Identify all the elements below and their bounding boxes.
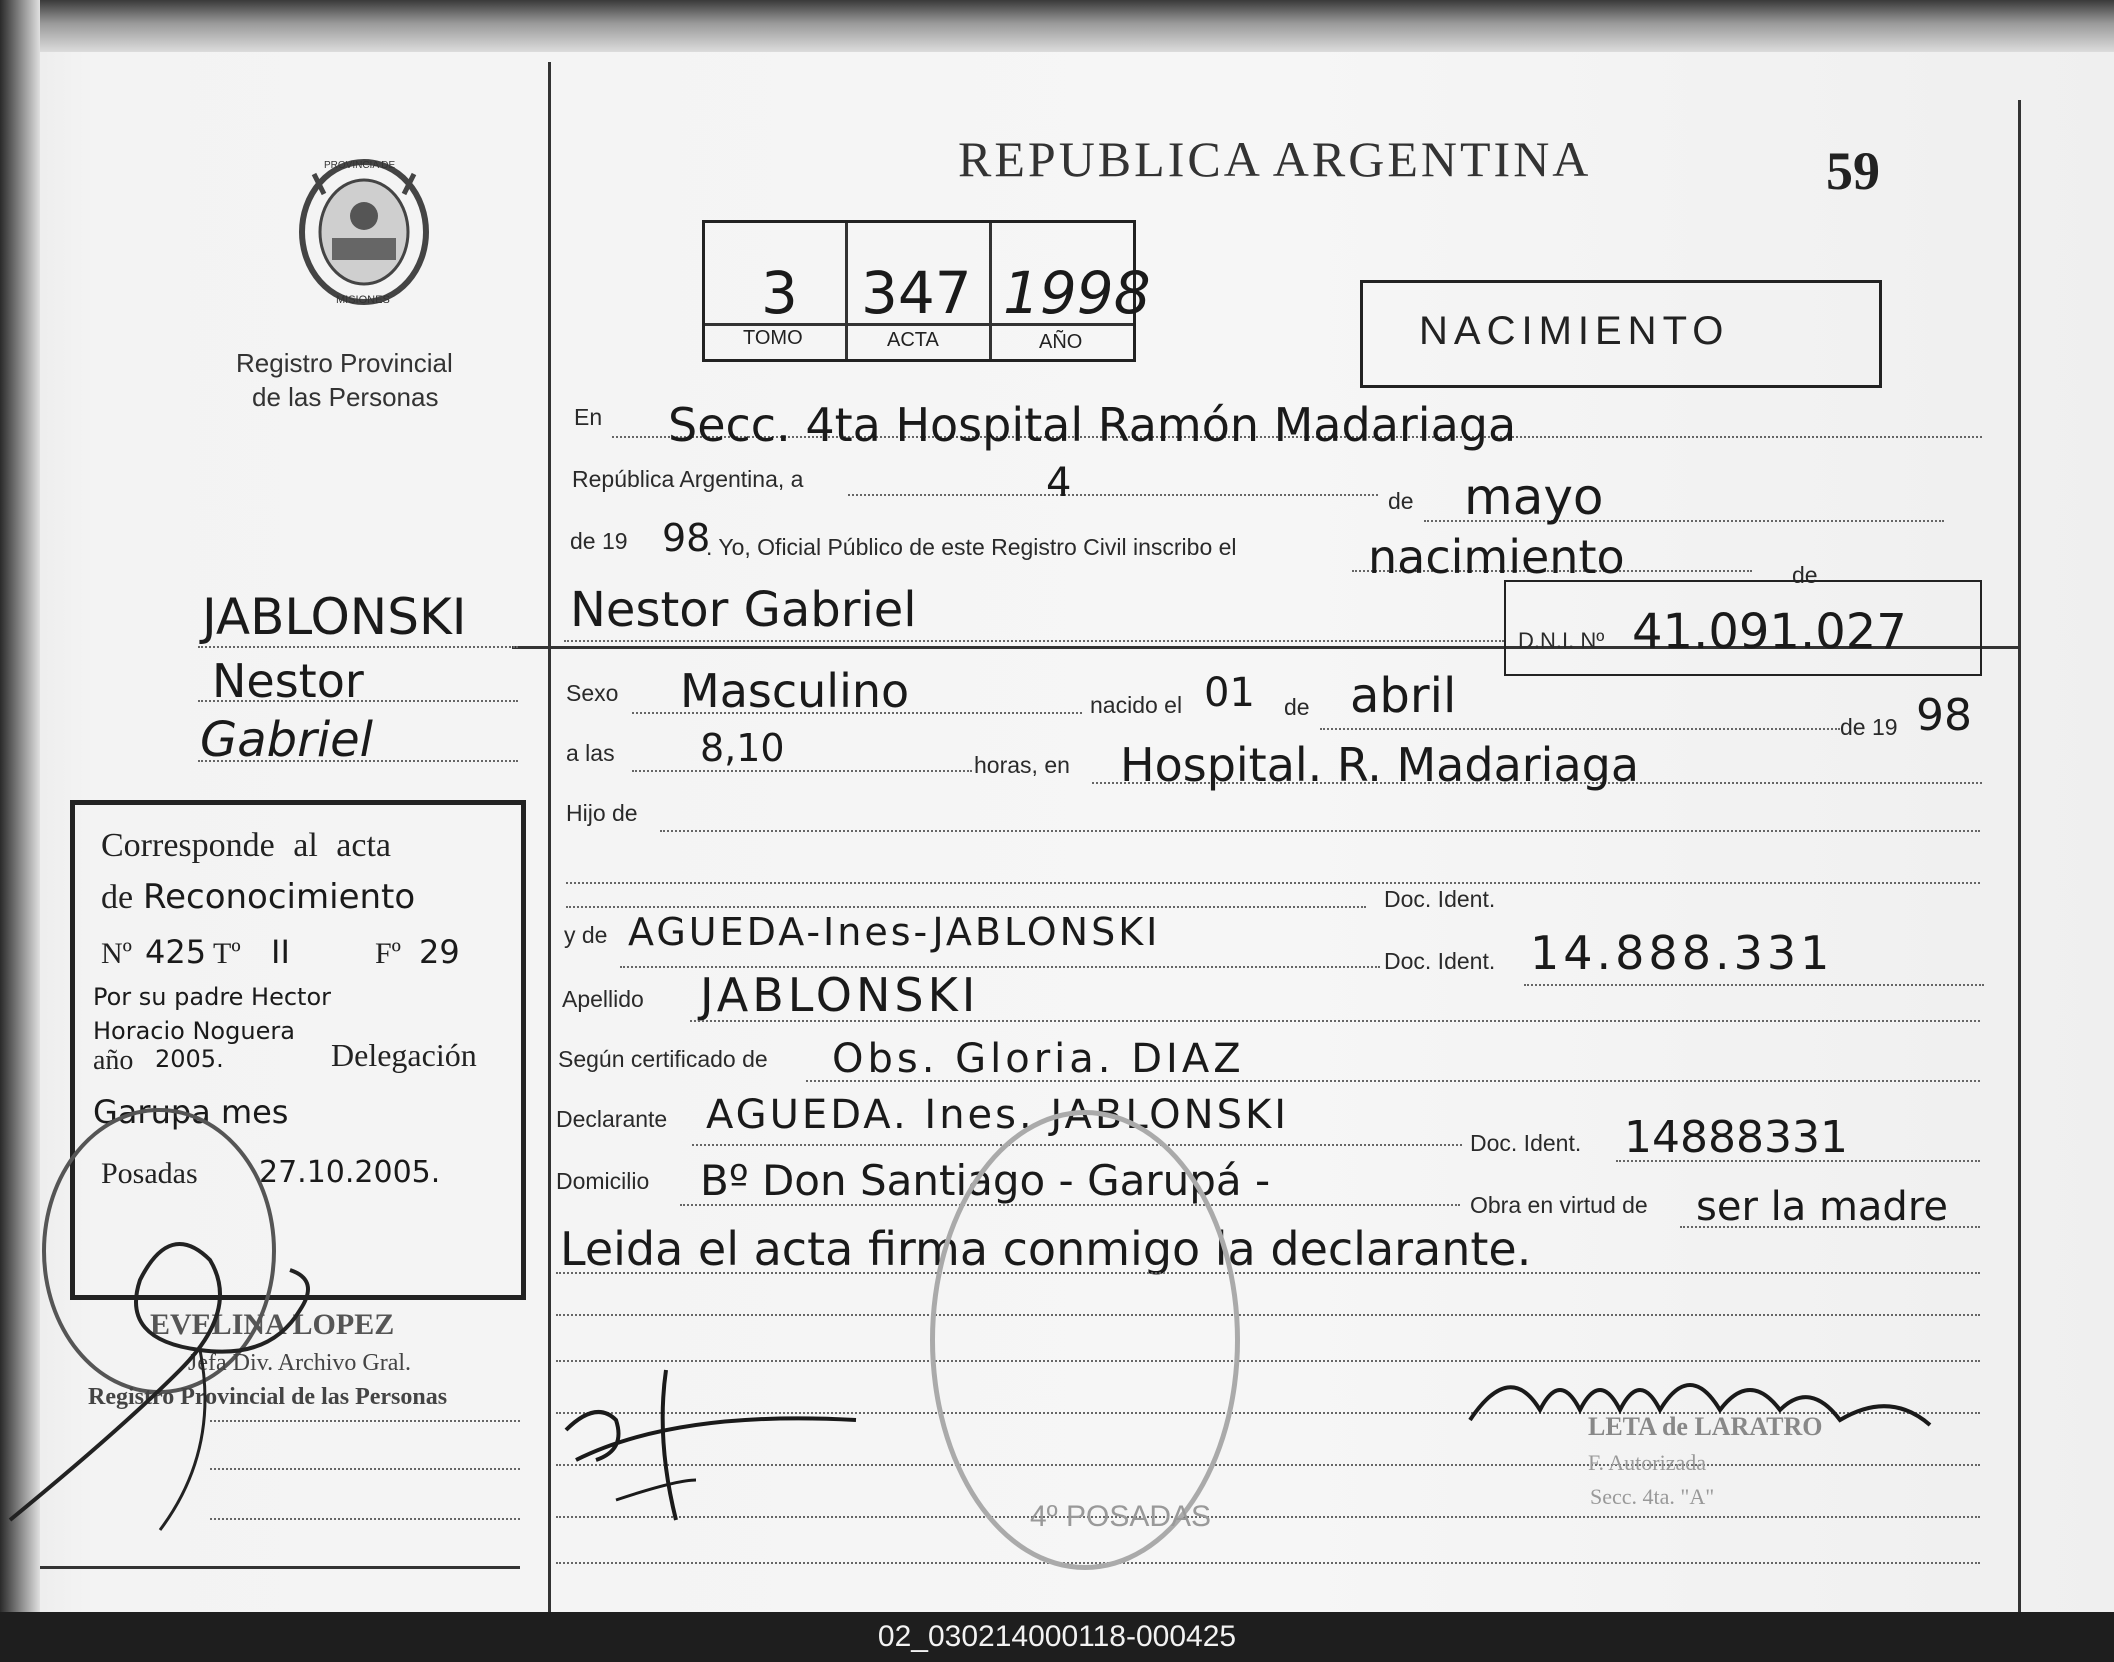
nacido-year: 98 <box>1916 690 1972 741</box>
declarante-doc-label: Doc. Ident. <box>1470 1130 1582 1156</box>
annotation-line-4: Por su padre Hector <box>93 983 332 1011</box>
inscribo-value: nacimiento <box>1368 530 1625 584</box>
declarante-value: AGUEDA. Ines. JABLONSKI <box>706 1092 1290 1138</box>
record-number-table <box>702 220 1151 362</box>
annotation-delegacion: Delegación <box>331 1037 477 1073</box>
page-number: 59 <box>1826 141 1880 201</box>
annotation-line-5: Horacio Noguera <box>93 1017 295 1045</box>
segun-label: Según certificado de <box>558 1046 768 1072</box>
margin-name-2: Gabriel <box>200 712 374 768</box>
annotation-de: de <box>101 879 134 916</box>
dni-value: 41.091.027 <box>1632 604 1907 660</box>
margin-name-1: Nestor <box>212 654 364 708</box>
madre-doc: 14.888.331 <box>1530 926 1834 980</box>
center-stamp-text: 4º POSADAS <box>1030 1500 1212 1533</box>
column-divider <box>548 62 551 1612</box>
madre-doc-label: Doc. Ident. <box>1384 948 1496 974</box>
yde-label: y de <box>564 922 608 948</box>
month-de-label: de <box>1388 488 1414 514</box>
annotation-posadas: Posadas <box>101 1157 198 1190</box>
annotation-fo-label: Fº <box>375 937 401 970</box>
year-value: 98 <box>662 516 711 560</box>
tomo-value: 3 <box>761 259 798 327</box>
file-id-footer: 02_030214000118-000425 <box>0 1612 2114 1662</box>
annotation-no-label: Nº <box>101 937 132 970</box>
official-section: Secc. 4ta. "A" <box>1590 1484 1715 1509</box>
margin-signature <box>0 1200 400 1540</box>
nacido-year-label: de 19 <box>1840 714 1898 740</box>
observaciones-value: Leida el acta firma conmigo la declarante. <box>560 1222 1532 1276</box>
hijo-doc-label: Doc. Ident. <box>1384 886 1496 912</box>
apellido-label: Apellido <box>562 986 644 1012</box>
ano-value: 1998 <box>1003 259 1151 327</box>
annotation-to-label: Tº <box>213 937 241 970</box>
ano-label: AÑO <box>1039 331 1083 353</box>
segun-value: Obs. Gloria. DIAZ <box>832 1036 1245 1082</box>
annotation-line-1: Corresponde al acta <box>101 827 391 864</box>
seal-bottom-text: MISIONES <box>336 294 390 306</box>
domicilio-label: Domicilio <box>556 1168 650 1194</box>
annotation-acta-type: Reconocimiento <box>143 877 416 917</box>
official-signature <box>1450 1350 1950 1460</box>
declarant-signature <box>556 1360 876 1530</box>
child-name-value: Nestor Gabriel <box>570 582 917 638</box>
country-title: REPUBLICA ARGENTINA <box>958 131 1592 187</box>
obra-label: Obra en virtud de <box>1470 1192 1648 1218</box>
official-role: F. Autorizada <box>1588 1450 1706 1475</box>
record-type-label: NACIMIENTO <box>1419 309 1730 353</box>
lugar-value: Hospital. R. Madariaga <box>1120 738 1640 792</box>
seal-top-text: PROVINCIA DE <box>324 160 396 171</box>
annotation-ano: año <box>93 1045 134 1076</box>
hora-value: 8,10 <box>700 726 785 770</box>
right-border <box>2018 100 2021 1612</box>
acta-label: ACTA <box>887 329 939 351</box>
dni-box <box>1504 580 1982 676</box>
alas-label: a las <box>566 740 615 766</box>
hijo-label: Hijo de <box>566 800 638 826</box>
inscribo-de-label: de <box>1792 562 1818 588</box>
en-value: Secc. 4ta Hospital Ramón Madariaga <box>668 398 1517 452</box>
nacido-de-label: de <box>1284 694 1310 720</box>
obra-value: ser la madre <box>1696 1184 1948 1230</box>
nacido-label: nacido el <box>1090 692 1183 718</box>
page-edge-top <box>0 0 2114 52</box>
domicilio-value: Bº Don Santiago - Garupá - <box>700 1156 1271 1205</box>
yo-oficial-text: . Yo, Oficial Público de este Registro Civil inscribo el <box>706 534 1237 560</box>
horas-label: horas, en <box>974 752 1070 778</box>
apellido-value: JABLONSKI <box>700 968 980 1022</box>
annotation-year: 2005. <box>155 1045 224 1073</box>
declarante-doc: 14888331 <box>1624 1112 1848 1163</box>
registry-name-2: de las Personas <box>252 382 439 412</box>
nacido-day: 01 <box>1204 670 1255 716</box>
province-seal <box>284 154 444 314</box>
official-name: LETA de LARATRO <box>1588 1412 1823 1441</box>
registry-name-1: Registro Provincial <box>236 348 453 378</box>
record-type-box <box>1360 280 1882 388</box>
dni-label: D.N.I. Nº <box>1518 628 1605 653</box>
year-de-label: de 19 <box>570 528 628 554</box>
month-value: mayo <box>1464 468 1604 526</box>
annotation-no-value: 425 <box>145 933 207 971</box>
republica-label: República Argentina, a <box>572 466 804 492</box>
sexo-value: Masculino <box>680 664 910 718</box>
en-label: En <box>574 404 603 430</box>
annotation-fo-value: 29 <box>419 933 460 971</box>
left-stamp-name: EVELINA LOPEZ <box>150 1308 395 1341</box>
acta-value: 347 <box>861 259 972 327</box>
left-stamp-role-1: Jefa Div. Archivo Gral. <box>188 1350 412 1376</box>
tomo-label: TOMO <box>743 327 803 349</box>
annotation-line-7: Garupa mes <box>93 1093 289 1131</box>
declarante-label: Declarante <box>556 1106 668 1132</box>
annotation-to-value: II <box>271 933 290 971</box>
day-value: 4 <box>1046 460 1072 506</box>
margin-surname: JABLONSKI <box>202 588 467 646</box>
sexo-label: Sexo <box>566 680 619 706</box>
nacido-month: abril <box>1350 668 1457 724</box>
annotation-date: 27.10.2005. <box>259 1155 441 1190</box>
madre-value: AGUEDA-Ines-JABLONSKI <box>628 910 1161 954</box>
left-stamp-role-2: Registro Provincial de las Personas <box>88 1384 448 1410</box>
seal-icon <box>284 154 444 314</box>
